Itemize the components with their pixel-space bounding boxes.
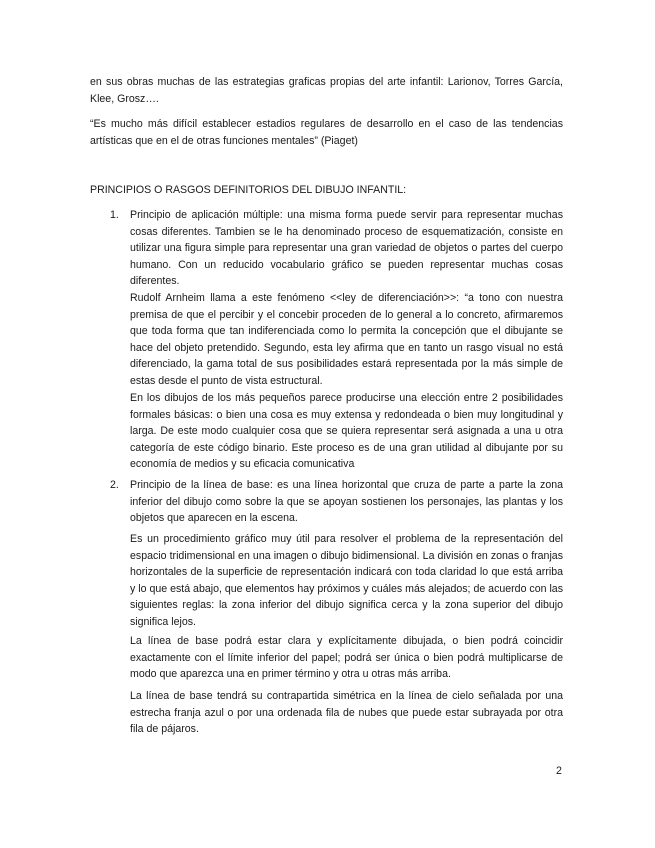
item-1-paragraph-3: En los dibujos de los más pequeños parece producirse una elección entre 2 posibilidades formales básicas: o bien una cosa es muy extensa y redondeada o bien muy longitudinal y larga. De este modo cualquier cosa que se quiera representar será asignada a una u otra categoría de este código binario. Este proceso es de una gran utilidad al dibujante por su economía de medios y su eficacia comunicativa	[130, 392, 563, 470]
intro-paragraph: en sus obras muchas de las estrategias graficas propias del arte infantil: Larionov, Torres García, Klee, Grosz….	[90, 76, 563, 105]
item-2-paragraph-4: La línea de base tendrá su contrapartida simétrica en la línea de cielo señalada por una estrecha franja azul o por una ordenada fila de nubes que puede estar subrayada por otra fila de pájaros.	[130, 690, 563, 735]
item-1-paragraph-1: Principio de aplicación múltiple: una misma forma puede servir para representar muchas cosas diferentes. Tambien se le ha denominado proceso de esquematización, consiste en utilizar una figura simple para representar una gran variedad de objetos o partes del cuerpo humano. Con un reducido vocabulario gráfico se pueden representar muchas cosas diferentes.	[130, 209, 563, 287]
page-number: 2	[556, 765, 562, 777]
item-2-paragraph-1: Principio de la línea de base: es una línea horizontal que cruza de parte a parte la zona inferior del dibujo como sobre la que se apoyan sostienen los personajes, las plantas y los objetos que aparecen en la escena.	[130, 479, 563, 524]
item-1-paragraph-2: Rudolf Arnheim llama a este fenómeno <<ley de diferenciación>>: “a tono con nuestra premisa de que el percibir y el concebir proceden de lo general a lo concreto, afirmaremos que toda forma que tan indiferenciada como lo permita la concepción que el dibujante se hace del objeto pretendido. Segundo, esta ley afirma que en tanto un rasgo visual no está diferenciado, la gama total de sus posibilidades estará representada por la más simple de estas desde el punto de vista estructural.	[130, 292, 563, 387]
item-2-paragraph-3: La línea de base podrá estar clara y explícitamente dibujada, o bien podrá coincidir exactamente con el límite inferior del papel; podrá ser única o bien podrá multiplicarse de modo que aparezca una en primer término y otra u otras más arriba.	[130, 635, 563, 680]
list-number-1: 1.	[110, 209, 119, 221]
section-heading: PRINCIPIOS O RASGOS DEFINITORIOS DEL DIBUJO INFANTIL:	[90, 184, 407, 196]
piaget-quote: “Es mucho más difícil establecer estadios regulares de desarrollo en el caso de las tendencias artísticas que en el de otras funciones mentales” (Piaget)	[90, 118, 563, 147]
item-2-paragraph-2: Es un procedimiento gráfico muy útil para resolver el problema de la representación del espacio tridimensional en una imagen o dibujo bidimensional. La división en zonas o franjas horizontales de la superficie de representación indicará con toda claridad lo que está arriba y lo que está abajo, que elementos hay próximos y cuáles más alejados; de acuerdo con las siguientes reglas: la zona inferior del dibujo significa cerca y la zona superior del dibujo significa lejos.	[130, 533, 563, 628]
list-number-2: 2.	[110, 479, 119, 491]
